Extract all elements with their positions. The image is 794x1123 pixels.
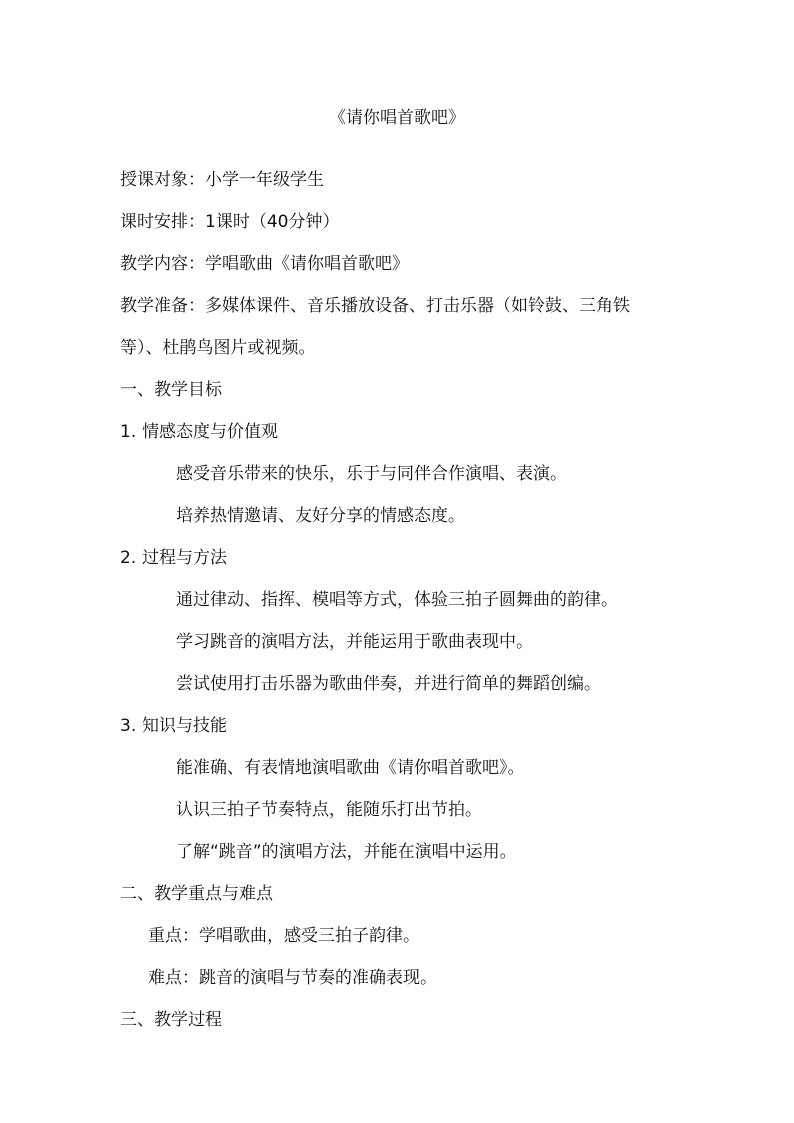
subsection1-number: 1. <box>120 422 137 442</box>
info-audience: 授课对象：小学一年级学生 <box>120 170 324 190</box>
section3-heading: 三、教学过程 <box>120 1010 222 1030</box>
objective-item: 尝试使用打击乐器为歌曲伴奏，并进行简单的舞蹈创编。 <box>176 674 601 694</box>
difficult-point: 难点：跳音的演唱与节奏的准确表现。 <box>148 968 437 988</box>
objective-item: 学习跳音的演唱方法，并能运用于歌曲表现中。 <box>176 632 533 652</box>
objective-item: 能准确、有表情地演唱歌曲《请你唱首歌吧》。 <box>176 758 525 778</box>
info-content: 教学内容：学唱歌曲《请你唱首歌吧》 <box>120 254 409 274</box>
info-prep-line2: 等）、杜鹃鸟图片或视频。 <box>120 338 316 358</box>
subsection3-title: 知识与技能 <box>142 716 227 736</box>
subsection1-heading <box>120 420 278 444</box>
subsection1-title: 情感态度与价值观 <box>142 422 278 442</box>
subsection3-number: 3. <box>120 716 137 736</box>
objective-item: 培养热情邀请、友好分享的情感态度。 <box>176 506 465 526</box>
document-title: 《请你唱首歌吧》 <box>329 108 465 128</box>
objective-item: 认识三拍子节奏特点，能随乐打出节拍。 <box>176 800 482 820</box>
subsection3-heading <box>120 714 227 738</box>
section1-heading: 一、教学目标 <box>120 380 222 400</box>
objective-item: 了解“跳音”的演唱方法，并能在演唱中运用。 <box>176 842 517 862</box>
objective-item: 通过律动、指挥、模唱等方式，体验三拍子圆舞曲的韵律。 <box>176 590 618 610</box>
subsection2-title: 过程与方法 <box>142 548 227 568</box>
key-point: 重点：学唱歌曲，感受三拍子韵律。 <box>148 926 420 946</box>
section2-heading: 二、教学重点与难点 <box>120 884 273 904</box>
subsection2-heading <box>120 546 227 570</box>
info-prep-line1: 教学准备：多媒体课件、音乐播放设备、打击乐器（如铃鼓、三角铁 <box>120 296 630 316</box>
objective-item: 感受音乐带来的快乐，乐于与同伴合作演唱、表演。 <box>176 464 567 484</box>
subsection2-number: 2. <box>120 548 137 568</box>
info-schedule: 课时安排：1课时（40分钟） <box>120 212 340 232</box>
